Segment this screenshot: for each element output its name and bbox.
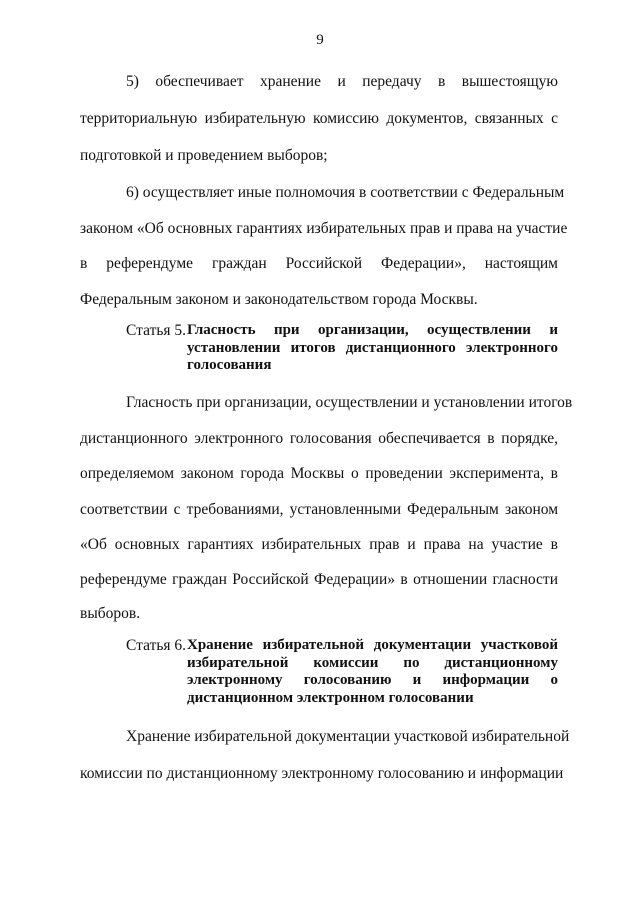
- article-5-body-line-4: соответствии с требованиями, установленными Федеральным законом: [80, 501, 558, 518]
- paragraph-5-line-2: территориальную избирательную комиссию документов, связанных с: [80, 110, 558, 127]
- article-5-body-line-7: выборов.: [80, 605, 141, 622]
- article-5-body-line-1: Гласность при организации, осуществлении и установлении итогов: [126, 394, 573, 411]
- article-5-title-line-1: Гласность при организации, осуществлении и: [187, 322, 558, 338]
- paragraph-6-line-1: 6) осуществляет иные полномочия в соответствии с Федеральным: [126, 184, 565, 201]
- article-6-title-line-2: избирательной комиссии по дистанционному: [187, 655, 558, 671]
- paragraph-6-line-2: законом «Об основных гарантиях избирательных прав и права на участие: [80, 220, 568, 237]
- article-5-title-line-2: установлении итогов дистанционного электронного: [187, 340, 558, 356]
- article-6-title-line-3: электронному голосованию и информации о: [187, 672, 558, 688]
- article-6-body-line-2: комиссии по дистанционному электронному голосованию и информации: [80, 765, 564, 782]
- article-6-title-line-4: дистанционном электронном голосовании: [187, 690, 474, 706]
- paragraph-6-line-4: Федеральным законом и законодательством города Москвы.: [80, 291, 478, 308]
- article-5-body-line-2: дистанционного электронного голосования обеспечивается в порядке,: [80, 430, 558, 447]
- article-5-title-line-3: голосования: [187, 357, 272, 373]
- paragraph-5-line-3: подготовкой и проведением выборов;: [80, 147, 328, 164]
- article-6-title-line-1: Хранение избирательной документации участковой: [187, 637, 558, 653]
- article-5-body-line-6: референдуме граждан Российской Федерации» в отношении гласности: [80, 571, 558, 588]
- article-5-body-line-3: определяемом законом города Москвы о проведении эксперимента, в: [80, 465, 558, 482]
- paragraph-6-line-3: в референдуме граждан Российской Федерации», настоящим: [80, 255, 558, 272]
- article-5-label: Статья 5.: [126, 322, 187, 339]
- page-number: 9: [316, 32, 324, 48]
- paragraph-5-line-1: 5) обеспечивает хранение и передачу в вышестоящую: [126, 73, 558, 90]
- article-6-label: Статья 6.: [126, 637, 187, 654]
- article-5-body-line-5: «Об основных гарантиях избирательных прав и права на участие в: [80, 536, 558, 553]
- article-6-body-line-1: Хранение избирательной документации участковой избирательной: [126, 728, 570, 745]
